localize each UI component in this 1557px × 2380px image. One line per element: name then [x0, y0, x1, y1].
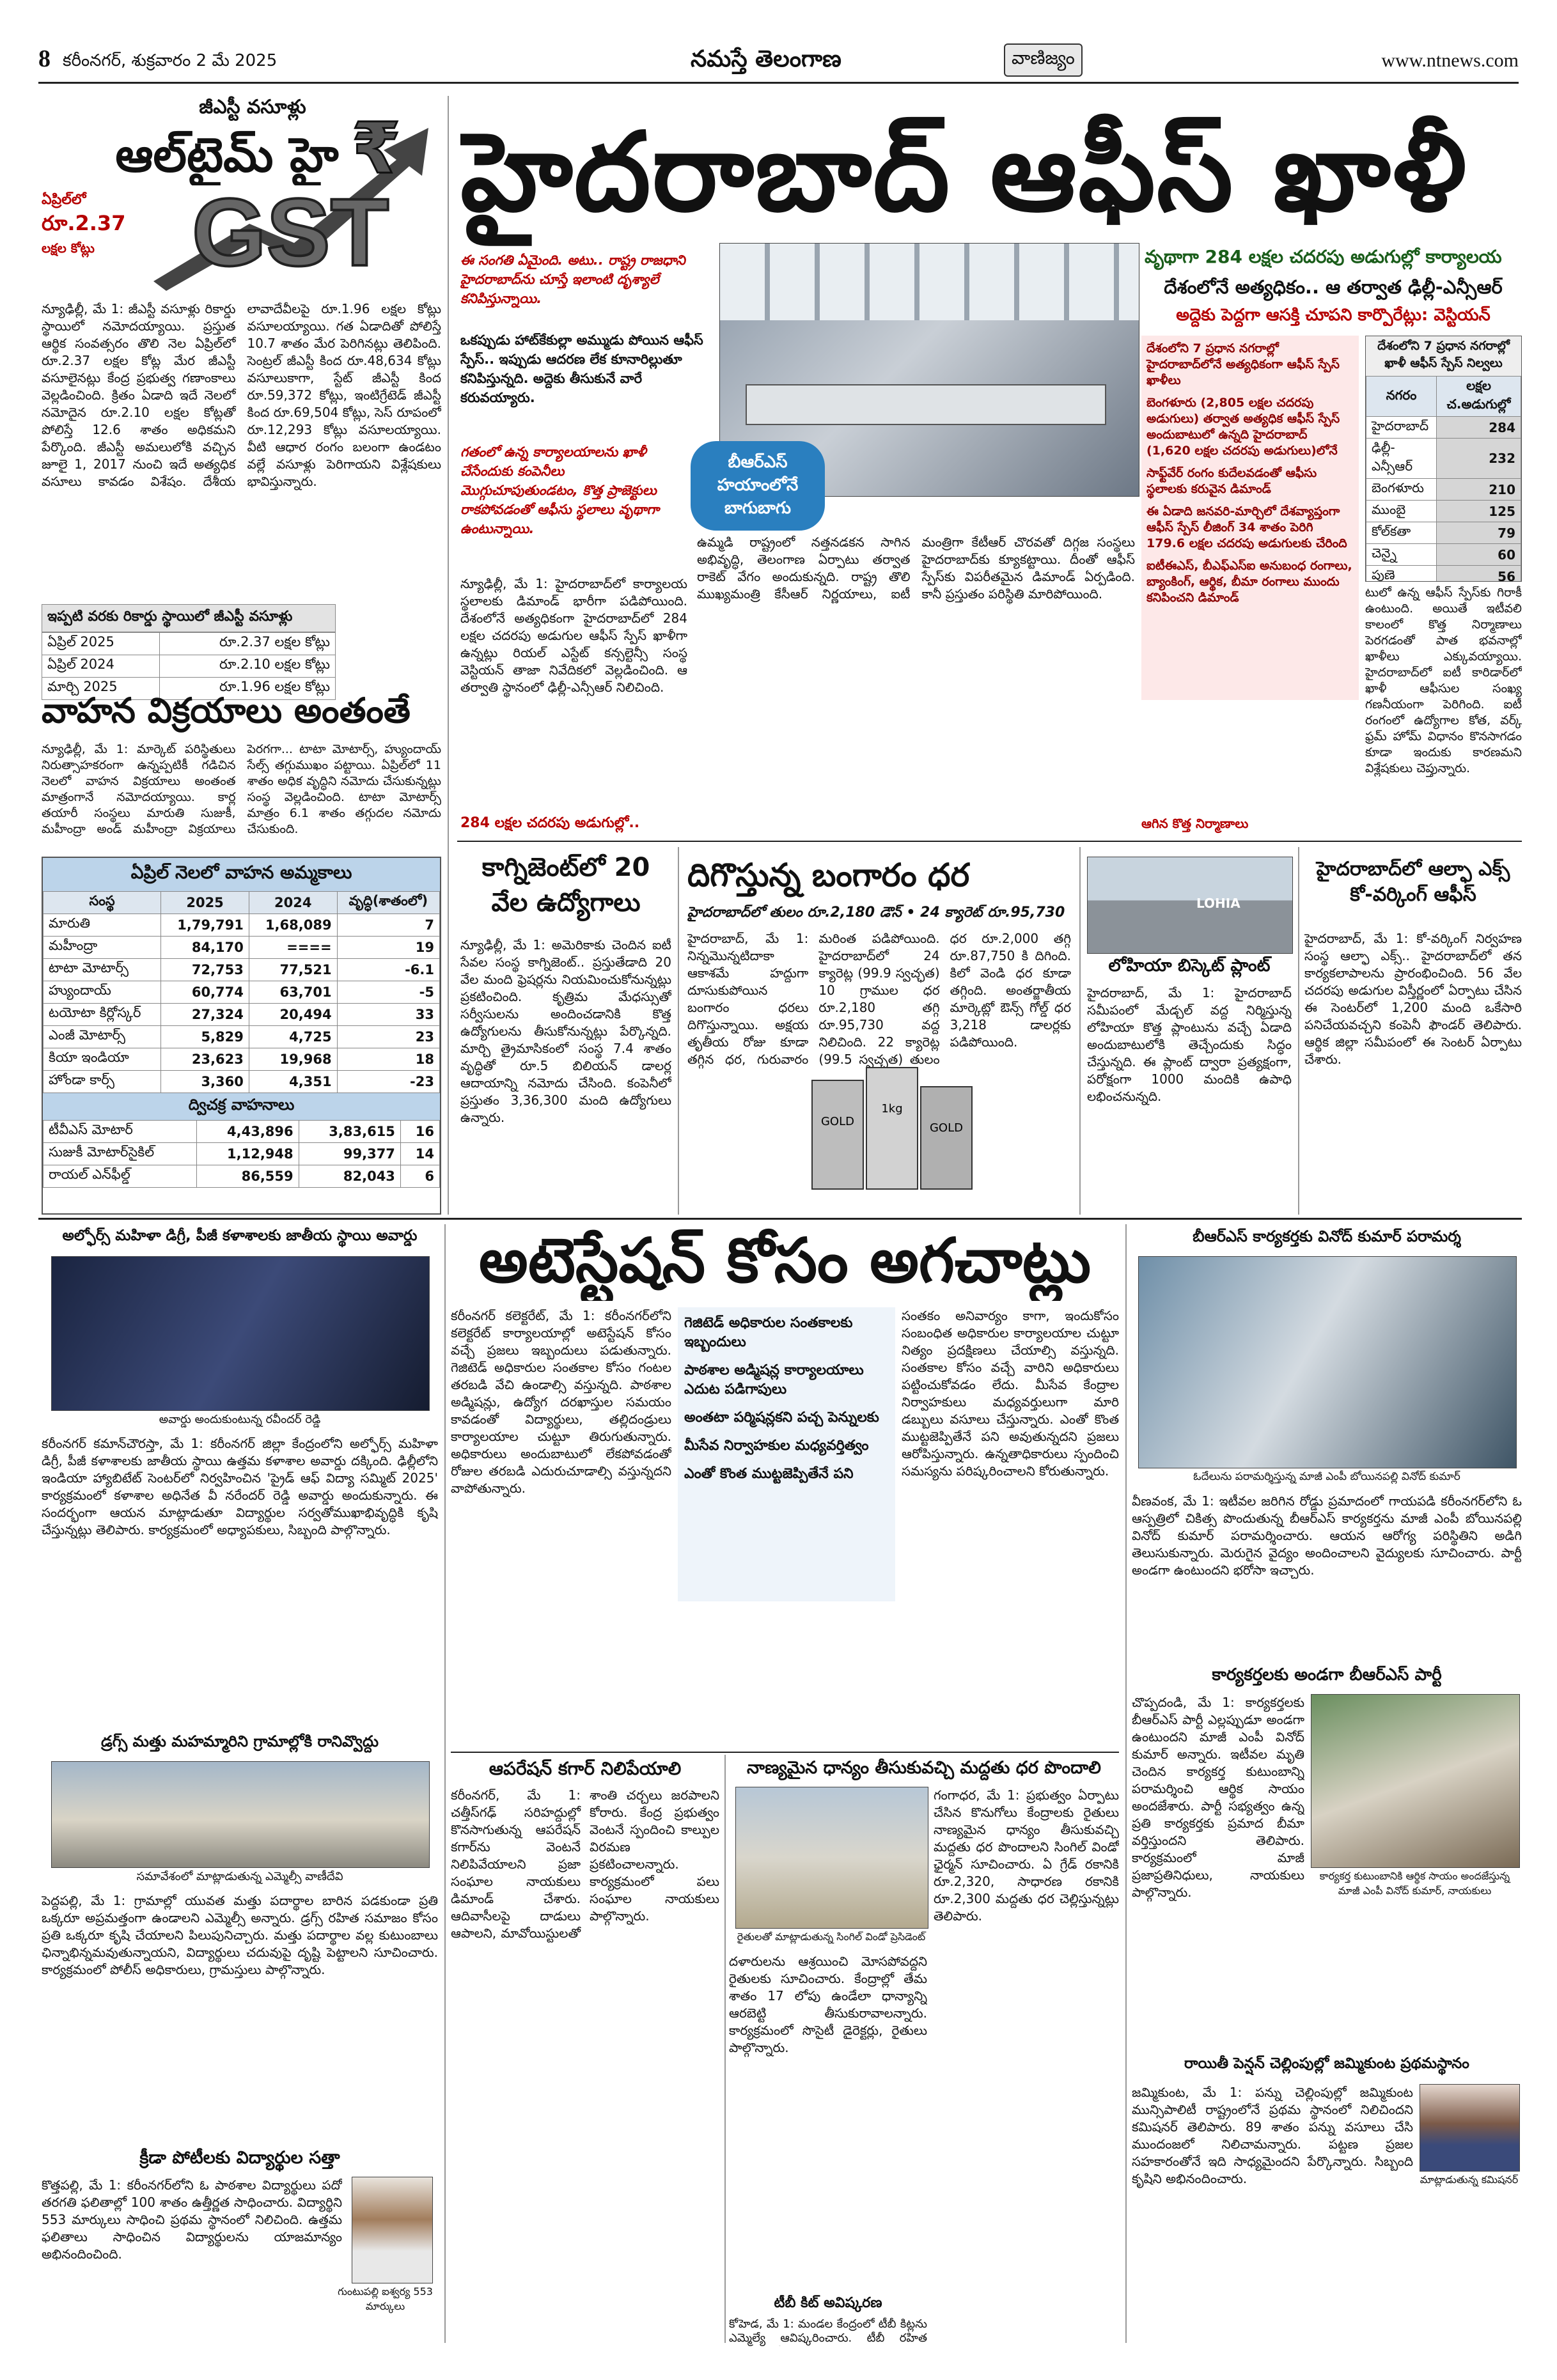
table-row [43, 1165, 440, 1188]
table-row [42, 655, 336, 678]
table-cell: 1,79,791 [161, 914, 249, 937]
gold-bar-label: GOLD [929, 1121, 964, 1135]
award-photo [51, 1256, 430, 1411]
section-rule [38, 1218, 1522, 1220]
hospital-photo [1138, 1256, 1517, 1468]
table-cell: 33 [337, 1004, 439, 1026]
bullet-item: గెజిటెడ్ అధికారుల సంతకాలకు ఇబ్బందులు [684, 1315, 853, 1350]
section-rule [451, 1752, 1119, 1753]
table-cell: 60 [1437, 544, 1521, 566]
table-cell: 79 [1437, 522, 1521, 544]
table-row [43, 1026, 440, 1048]
table-cell: 3,360 [161, 1071, 249, 1093]
drugs-body: పెద్దపల్లి, మే 1: గ్రామాల్లో యువత మత్తు పదార్థాల బారిన పడకుండా ప్రతి ఒక్కరూ అప్రమత్తంగా ఉండాలని ఎమ్మెల్సీ అన్నారు. డ్రగ్స్ రహిత సమాజం కోసం ప్రతి ఒక్కరూ కృషి చేయాలని పిలుపునిచ్చారు. మత్తు పదార్థాల వల్ల కుటుంబాలు ఛిన్నాభిన్నమవుతున్నాయని, విద్యార్థులు చదువుపై దృష్టి పెట్టాలని సూచించారు. కార్యక్రమంలో పోలీస్ అధికారులు, గ్రామస్తులు పాల్గొన్నారు. [42, 1893, 438, 1977]
commissioner-photo [1420, 2084, 1520, 2172]
table-cell: 86,559 [197, 1165, 299, 1188]
table-cell: 60,774 [161, 981, 249, 1004]
vehicles-table-title: ఏప్రిల్ నెలలో వాహన అమ్మకాలు [43, 858, 440, 891]
karyakarta-caption: కార్యకర్త కుటుంబానికి ఆర్థిక సాయం అందజేస్తున్న మాజీ ఎంపీ వినోద్ కుమార్, నాయకులు [1319, 1870, 1510, 1897]
operation-headline: ఆపరేషన్ కగార్ నిలిపేయాలి [489, 1758, 682, 1779]
gst-headline: ఆల్‌టైమ్ హై [115, 128, 339, 183]
gold-bars-graphic [806, 1055, 978, 1195]
table-header-row [43, 892, 440, 914]
table-header-cell: లక్షల చ.అడుగుల్లో [1437, 377, 1521, 417]
cognizant-body: న్యూఢిల్లీ, మే 1: అమెరికాకు చెందిన ఐటీ సేవల సంస్థ కాగ్నిజెంట్.. ప్రస్తుతేడాది 20 వేల మంది ఫ్రెషర్లను నియమించుకోనున్నట్లు ప్రకటించింది. కృత్రిమ మేధస్సుతో సర్వీసులను అందించడానికి కొత్త ఉద్యోగులను తీసుకోనున్నట్లు పేర్కొన్నది. మార్చి త్రైమాసికంలో సంస్థ 7.4 శాతం వృద్ధితో రూ.5 బిలియన్ డాలర్ల ఆదాయాన్ని నమోదు చేసింది. కంపెనీలో ప్రస్తుతం 3,36,300 మంది ఉద్యోగులు ఉన్నారు. [460, 937, 671, 1125]
table-cell: 4,725 [249, 1026, 337, 1048]
table-row [1366, 479, 1521, 501]
gold-rates: హైదరాబాద్‌లో తులం రూ.2,180 డౌన్ • 24 క్యారెట్ రూ.95,730 [687, 905, 1065, 921]
hyderabad-subhead-1: దేశంలోనే అత్యధికం.. ఆ తర్వాత ఢిల్లీ-ఎన్సీఆర్ [1164, 276, 1503, 298]
bullet-item: ఎంతో కొంత ముట్టజెప్పితేనే పని [684, 1466, 854, 1482]
table-row [1366, 417, 1521, 439]
gst-side-label-2: లక్షల కోట్లు [42, 240, 95, 256]
table-cell: రాయల్ ఎన్‌ఫీల్డ్ [43, 1165, 197, 1188]
gst-body: న్యూఢిల్లీ, మే 1: జీఎస్టీ వసూళ్లు రికార్డు స్థాయిలో నమోదయ్యాయి. ప్రస్తుత ఆర్థిక సంవత్సరం తొలి నెల ఏప్రిల్‌లో రూ.2.37 లక్షల కోట్ల మేర జీఎస్టీ వసూలైనట్లు కేంద్ర ప్రభుత్వ గణాంకాలు వెల్లడించింది. క్రితం ఏడాది ఇదే నెలలో నమోదైన రూ.2.10 లక్షల కోట్లతో పోలిస్తే 12.6 శాతం అధికమని పేర్కొంది. జీఎస్టీ అమలులోకి వచ్చిన జూలై 1, 2017 నుంచి ఇదే అత్యధిక వసూలు కావడం విశేషం. దేశీయ లావాదేవీలపై రూ.1.96 లక్షల కోట్లు వసూలయ్యాయి. గత ఏడాదితో పోలిస్తే 10.7 శాతం మేర పెరిగినట్లు తెలిపింది. సెంట్రల్ జీఎస్టీ కింద రూ.48,634 కోట్లు వసూలుకాగా, స్టేట్ జీఎస్టీ కింద రూ.59,372 కోట్లు, ఇంటిగ్రేటెడ్ జీఎస్టీ కింద రూ.69,504 కోట్లు, సెస్ రూపంలో రూ.12,293 కోట్లు వసూలయ్యాయి. వీటి ఆధార రంగం బలంగా ఉండటం వల్లే వసూళ్లు పెరిగాయని విశ్లేషకులు భావిస్తున్నారు. [42, 301, 441, 489]
attestation-bullets [678, 1307, 895, 1601]
gst-table-title: ఇప్పటి వరకు రికార్డు స్థాయిలో జీఎస్టీ వసూళ్లు [42, 604, 336, 632]
table-cell: 99,377 [299, 1143, 400, 1165]
table-cell: 125 [1437, 501, 1521, 522]
table-cell: 16 [400, 1121, 439, 1143]
bullet-item: బెంగళూరు (2,805 లక్షల చదరపు అడుగులు) తర్వాత అత్యధిక ఆఫీస్ స్పేస్ అందుబాటులో ఉన్నది హైదరాబాద్ (1,620 లక్షల చదరపు అడుగులు)లోనే [1146, 396, 1340, 458]
office-vacancy-table [1365, 336, 1522, 582]
hyderabad-body-4: ఆగిన కొత్త నిర్మాణాలు [1141, 816, 1249, 831]
column-divider [1125, 1224, 1127, 2343]
table-cell: 77,521 [249, 959, 337, 981]
dateline: కరీంనగర్, శుక్రవారం 2 మే 2025 [63, 51, 278, 70]
table-header-cell: నగరం [1366, 377, 1437, 417]
grain-photo [735, 1787, 928, 1929]
table-cell: -6.1 [337, 959, 439, 981]
table-cell: మారుతి [43, 914, 161, 937]
drugs-photo [51, 1761, 430, 1868]
table-cell: 63,701 [249, 981, 337, 1004]
table-row [1366, 566, 1521, 582]
table-cell: టయోటా కిర్లోస్కర్ [43, 1004, 161, 1026]
brs-visit-caption: ఓదేలును పరామర్శిస్తున్న మాజీ ఎంపీ బోయినపల్లి వినోద్ కుమార్ [1193, 1470, 1460, 1483]
table-header-cell: 2025 [161, 892, 249, 914]
office-desks [746, 384, 1106, 425]
bullet-item: దేశంలోని 7 ప్రధాన నగరాల్లో హైదరాబాద్‌లోనే అత్యధికంగా ఆఫీస్ స్పేస్ ఖాళీలు [1146, 341, 1340, 387]
table-cell: సుజుకీ మోటార్‌సైకిల్ [43, 1143, 197, 1165]
table-row [43, 914, 440, 937]
table-cell: -23 [337, 1071, 439, 1093]
section-tag: వాణిజ్యం [1004, 43, 1083, 77]
column-divider [448, 96, 449, 1215]
table-cell: 23 [337, 1026, 439, 1048]
hyderabad-caption-2: ఒకప్పుడు హాట్‌కేకుల్లా అమ్ముడు పోయిన ఆఫీస్ స్పేస్.. ఇప్పుడు ఆదరణ లేక కూనారిల్లుతూ కనిపిస్తున్నది. అద్దెకు తీసుకునే వారే కరువయ్యారు. [460, 332, 703, 405]
two-wheeler-title: ద్విచక్ర వాహనాలు [43, 1093, 440, 1120]
operation-body: కరీంనగర్, మే 1: చత్తీస్‌గఢ్ సరిహద్దుల్లో కొనసాగుతున్న ఆపరేషన్ కగార్‌ను వెంటనే నిలిపివేయాలని ప్రజా సంఘాల నాయకులు డిమాండ్ చేశారు. ఆదివాసీలపై దాడులు ఆపాలని, మావోయిస్టులతో శాంతి చర్చలు జరపాలని కోరారు. కేంద్ర ప్రభుత్వం వెంటనే స్పందించి కాల్పుల విరమణ ప్రకటించాలన్నారు. కార్యక్రమంలో పలు సంఘాల నాయకులు పాల్గొన్నారు. [451, 1787, 719, 1941]
grain-body-1: గంగాధర, మే 1: ప్రభుత్వం ఏర్పాటు చేసిన కొనుగోలు కేంద్రాలకు రైతులు నాణ్యమైన ధాన్యం తీసుకువచ్చి మద్దతు ధర పొందాలని సింగిల్ విండో ఛైర్మన్ సూచించారు. ఏ గ్రేడ్ రకానికి రూ.2,320, సాధారణ రకానికి రూ.2,300 మద్దతు ధర చెల్లిస్తున్నట్లు తెలిపారు. [934, 1787, 1119, 1924]
table-cell: కోల్‌కతా [1366, 522, 1437, 544]
brs-visit-headline: బీఆర్ఎస్ కార్యకర్తకు వినోద్ కుమార్ పరామర్శ [1193, 1227, 1461, 1245]
grain-body-2: దళారులను ఆశ్రయించి మోసపోవద్దని రైతులకు సూచించారు. కేంద్రాల్లో తేమ శాతం 17 లోపు ఉండేలా ధాన్యాన్ని ఆరబెట్టి తీసుకురావాలన్నారు. కార్యక్రమంలో సొసైటీ డైరెక్టర్లు, రైతులు పాల్గొన్నారు. [729, 1954, 927, 2055]
table-row [1366, 522, 1521, 544]
hyderabad-caption-3: గతంలో ఉన్న కార్యాలయాలను ఖాళీ చేసేందుకు కంపెనీలు మొగ్గుచూపుతుండటం, కొత్త ప్రాజెక్టులు రాకపోవడంతో ఆఫీసు స్థలాలు వృథాగా ఉంటున్నాయి. [460, 444, 659, 536]
table-cell: 82,043 [299, 1165, 400, 1188]
table-cell: 6 [400, 1165, 439, 1188]
alfa-headline: హైదరాబాద్‌లో ఆల్ఫా ఎక్స్ కో-వర్కింగ్ ఆఫీస్ [1316, 858, 1510, 906]
bullet-item: మీసేవ నిర్వాహకుల మధ్యవర్తిత్వం [684, 1438, 869, 1454]
table-cell: రూ.2.37 లక్షల కోట్లు [159, 633, 335, 655]
table-cell: ఢిల్లీ-ఎన్సీఆర్ [1366, 439, 1437, 479]
table-row [43, 981, 440, 1004]
gst-arrow-graphic [147, 102, 441, 294]
table-row [1366, 544, 1521, 566]
award-caption: అవార్డు అందుకుంటున్న రవీందర్ రెడ్డి [159, 1413, 321, 1426]
table-cell: ఏప్రిల్ 2025 [42, 633, 160, 655]
lohia-body: హైదరాబాద్, మే 1: హైదరాబాద్ సమీపంలో మేడ్చల్ వద్ద నిర్మిస్తున్న లోహియా కొత్త ప్లాంటును వచ్చే ఏడాది అందుబాటులోకి తెచ్చేందుకు సిద్ధం చేస్తున్నది. ఈ ప్లాంట్ ద్వారా ప్రత్యక్షంగా, పరోక్షంగా 1000 మందికి ఉపాధి లభించనున్నది. [1087, 985, 1292, 1104]
bullet-item: పాఠశాల అడ్మిషన్ల కార్యాలయాలు ఎదుట పడిగాపులు [684, 1362, 864, 1397]
two-wheeler-table [43, 1120, 440, 1188]
table-row [43, 937, 440, 959]
drugs-caption: సమావేశంలో మాట్లాడుతున్న ఎమ్మెల్సీ వాణీదేవి [136, 1870, 343, 1883]
attestation-body-1: కరీంనగర్ కలెక్టరేట్, మే 1: కరీంనగర్‌లోని కలెక్టరేట్ కార్యాలయాల్లో అటెస్టేషన్ కోసం వచ్చే ప్రజలు ఇబ్బందులు పడుతున్నారు. గెజిటెడ్ అధికారుల సంతకాల కోసం గంటల తరబడి వేచి ఉండాల్సి వస్తున్నది. పాఠశాల అడ్మిషన్లు, ఉద్యోగ దరఖాస్తుల సమయం కావడంతో విద్యార్థులు, తల్లిదండ్రులు కార్యాలయాల చుట్టూ తిరుగుతున్నారు. అధికారులు అందుబాటులో లేకపోవడంతో రోజుల తరబడి ఎదురుచూడాల్సి వస్తున్నదని వాపోతున్నారు. [451, 1308, 671, 1496]
table-cell: టీవీఎస్ మోటార్ [43, 1121, 197, 1143]
column-divider [724, 1755, 726, 2343]
gst-side-label-1: ఏప్రిల్‌లో [42, 192, 86, 208]
table-row [1366, 501, 1521, 522]
gold-bars-photo [806, 1055, 978, 1195]
table-row [42, 633, 336, 655]
table-cell: ఎంజీ మోటార్స్ [43, 1026, 161, 1048]
masthead [38, 40, 1519, 84]
lohia-sign: LOHIA [1196, 896, 1240, 911]
paper-name: నమస్తే తెలంగాణ [691, 46, 841, 72]
table-cell: 4,351 [249, 1071, 337, 1093]
table-row [43, 1004, 440, 1026]
brs-visit-body: వీణవంక, మే 1: ఇటీవల జరిగిన రోడ్డు ప్రమాదంలో గాయపడి కరీంనగర్‌లోని ఓ ఆస్పత్రిలో చికిత్స పొందుతున్న బీఆర్ఎస్ కార్యకర్తను మాజీ ఎంపీ బోయినపల్లి వినోద్ కుమార్ పరామర్శించారు. ఆయన ఆరోగ్య పరిస్థితిని అడిగి తెలుసుకున్నారు. మెరుగైన వైద్యం అందించాలని వైద్యులకు సూచించారు. పార్టీ అండగా ఉంటుందని భరోసా ఇచ్చారు. [1132, 1493, 1522, 1578]
column-divider [1079, 847, 1081, 1215]
rupee-icon: ₹ [352, 107, 401, 189]
table-cell: 7 [337, 914, 439, 937]
grain-caption: రైతులతో మాట్లాడుతున్న సింగిల్ విండో ప్రెసిడెంట్ [737, 1931, 926, 1943]
table-cell: 284 [1437, 417, 1521, 439]
award-body: కరీంనగర్ కమాన్‌చౌరస్తా, మే 1: కరీంనగర్ జిల్లా కేంద్రంలోని అల్ఫోర్స్ మహిళా డిగ్రీ, పీజీ కళాశాలకు జాతీయ స్థాయి ఉత్తమ కళాశాల అవార్డు దక్కింది. ఢిల్లీలోని ఇండియా హ్యాబిటేట్ సెంటర్‌లో నిర్వహించిన 'ప్రైడ్ ఆఫ్ విద్యా సమ్మిట్ 2025' కార్యక్రమంలో కళాశాల అధినేత వీ నరేందర్ రెడ్డి అవార్డు అందుకున్నారు. ఈ సందర్భంగా ఆయన మాట్లాడుతూ విద్యార్థుల సర్వతోముఖాభివృద్ధికి కృషి చేస్తున్నట్లు తెలిపారు. కార్యక్రమంలో అధ్యాపకులు, సిబ్బంది పాల్గొన్నారు. [42, 1436, 438, 1537]
karyakarta-headline: కార్యకర్తలకు అండగా బీఆర్ఎస్ పార్టీ [1212, 1665, 1442, 1684]
table-cell: హోండా కార్స్ [43, 1071, 161, 1093]
table-header-cell: వృద్ధి(శాతంలో) [337, 892, 439, 914]
table-cell: ముంబై [1366, 501, 1437, 522]
masthead-rule [38, 82, 1519, 84]
table-header-cell: సంస్థ [43, 892, 161, 914]
table-row [43, 1121, 440, 1143]
attestation-body-2: సంతకం అనివార్యం కాగా, ఇందుకోసం సంబంధిత అధికారుల కార్యాలయాల చుట్టూ నిత్యం ప్రదక్షిణలు చేయాల్సి వస్తున్నది. సంతకాల కోసం వచ్చే వారిని అధికారులు పట్టించుకోవడం లేదు. మీసేవ కేంద్రాల నిర్వాహకులు మధ్యవర్తులుగా మారి డబ్బులు వసూలు చేస్తున్నారు. ఎంతో కొంత ముట్టజెప్పితేనే పని అవుతున్నదని ప్రజలు ఆరోపిస్తున్నారు. ఉన్నతాధికారులు స్పందించి సమస్యను పరిష్కరించాలని కోరుతున్నారు. [902, 1308, 1119, 1479]
table-cell: 1,68,089 [249, 914, 337, 937]
table-cell: 23,623 [161, 1048, 249, 1071]
hyderabad-body-1: న్యూఢిల్లీ, మే 1: హైదరాబాద్‌లో కార్యాలయ స్థలాలకు డిమాండ్ భారీగా పడిపోయింది. దేశంలోనే అత్యధికంగా హైదరాబాద్‌లో 284 లక్షల చదరపు అడుగుల ఆఫీస్ స్పేస్ ఖాళీగా ఉన్నట్లు రియల్ ఎస్టేట్ కన్సల్టెన్సీ సంస్థ వెస్టియన్ తాజా నివేదికలో వెల్లడించింది. ఆ తర్వాతి స్థానంలో ఢిల్లీ-ఎన్సీఆర్ నిలిచింది. [460, 576, 687, 695]
table-cell: హ్యుందాయ్ [43, 981, 161, 1004]
table-row [43, 1071, 440, 1093]
sports-body: కొత్తపల్లి, మే 1: కరీంనగర్‌లోని ఓ పాఠశాల విద్యార్థులు పదో తరగతి ఫలితాల్లో 100 శాతం ఉత్తీర్ణత సాధించారు. విద్యార్థిని 553 మార్కులు సాధించి ప్రథమ స్థానంలో నిలిచింది. ఉత్తమ ఫలితాలు సాధించిన విద్యార్థులను యాజమాన్యం అభినందించింది. [42, 2177, 342, 2262]
photo-badge: బీఆర్ఎస్ హయాంలోనే బాగుబాగు [691, 441, 825, 531]
table-cell: ==== [249, 937, 337, 959]
table-row [43, 1048, 440, 1071]
cognizant-headline: కాగ్నిజెంట్‌లో 20 వేల ఉద్యోగాలు [481, 853, 650, 917]
table-cell: 5,829 [161, 1026, 249, 1048]
table-header-cell: 2024 [249, 892, 337, 914]
office-table-title: దేశంలోని 7 ప్రధాన నగరాల్లో ఖాళీ ఆఫీస్ స్పేస్ నిల్వలు [1366, 336, 1521, 376]
gst-side-label [42, 192, 144, 259]
tb-headline: టీబీ కిట్ అవిష్కరణ [774, 2295, 882, 2311]
table-cell: 20,494 [249, 1004, 337, 1026]
hyderabad-body-3: టులో ఉన్న ఆఫీస్ స్పేస్‌కు గిరాకీ ఉంటుంది. అయితే ఇటీవలి కాలంలో కొత్త నిర్మాణాలు పెరగడంతో పాత భవనాల్లో ఖాళీలు ఎక్కువయ్యాయి. హైదరాబాద్‌లో ఐటీ కారిడార్‌లో ఖాళీ ఆఫీసుల సంఖ్య గణనీయంగా పెరిగింది. ఐటీ రంగంలో ఉద్యోగాల కోత, వర్క్ ఫ్రమ్ హోమ్ విధానం కొనసాగడం కూడా ఇందుకు కారణమని విశ్లేషకులు చెప్తున్నారు. [1365, 586, 1522, 775]
gold-headline: దిగొస్తున్న బంగారం ధర [687, 857, 970, 894]
table-cell: -5 [337, 981, 439, 1004]
column-divider [1298, 847, 1299, 1215]
section-rule [457, 841, 1522, 842]
ranking-caption: మాట్లాడుతున్న కమిషనర్ [1420, 2174, 1519, 2186]
table-row [43, 1143, 440, 1165]
attestation-headline: అటెస్టేషన్ కోసం అగచాట్లు [478, 1225, 1091, 1296]
bullet-item: అంతటా పర్మిషన్లకని పచ్చ పెన్నులకు [684, 1410, 879, 1426]
tb-body: కోహెడ, మే 1: మండల కేంద్రంలో టీబీ కిట్లను ఎమ్మెల్యే ఆవిష్కరించారు. టీబీ రహిత [729, 2317, 927, 2345]
hyderabad-headline: హైదరాబాద్ ఆఫీస్ ఖాళీ [460, 109, 1468, 236]
student-photo [352, 2177, 433, 2283]
table-cell: ఏప్రిల్ 2024 [42, 655, 160, 678]
gold-bar-label: 1kg [881, 1102, 903, 1116]
table-cell: 19,968 [249, 1048, 337, 1071]
table-cell: చెన్నై [1366, 544, 1437, 566]
hyderabad-caption-1: ఈ సంగతి ఏమైంది. అటు.. రాష్ట్ర రాజధాని హైదరాబాద్‌ను చూస్తే ఇలాంటి దృశ్యాలే కనిపిస్తున్నాయి. [460, 253, 685, 306]
table-cell: 27,324 [161, 1004, 249, 1026]
table-cell: 84,170 [161, 937, 249, 959]
table-cell: హైదరాబాద్ [1366, 417, 1437, 439]
karyakarta-photo [1311, 1694, 1520, 1868]
sports-headline: క్రీడా పోటీలకు విద్యార్థుల సత్తా [139, 2148, 340, 2168]
bullet-item: ఐటీఈఎస్, బీఎఫ్ఎస్ఐ అనుబంధ రంగాలు, బ్యాంకింగ్, ఆర్థిక, బీమా రంగాలు ముందు కనిపించని డిమాండ్ [1146, 559, 1352, 605]
drugs-headline: డ్రగ్స్ మత్తు మహమ్మారిని గ్రామాల్లోకి రానివ్వొద్దు [100, 1732, 379, 1750]
vehicles-table [42, 857, 441, 1215]
lohia-headline: లోహియా బిస్కెట్ ప్లాంట్ [1108, 956, 1271, 976]
website: www.ntnews.com [1381, 50, 1519, 71]
column-divider [678, 847, 679, 1215]
gst-kicker: జీఎస్టీ వసూళ్లు [199, 96, 306, 118]
table-cell: 19 [337, 937, 439, 959]
bullet-item: సాఫ్ట్‌వేర్ రంగం కుదేలవడంతో ఆఫీసు స్థలాలకు కరువైన డిమాండ్ [1146, 466, 1317, 496]
table-cell: 56 [1437, 566, 1521, 582]
table-cell: బెంగళూరు [1366, 479, 1437, 501]
table-cell: పుణె [1366, 566, 1437, 582]
ranking-headline: రాయితీ పెన్షన్ చెల్లింపుల్లో జమ్మికుంట ప్రథమస్థానం [1184, 2055, 1469, 2072]
column-divider [444, 1224, 446, 2343]
table-cell: 72,753 [161, 959, 249, 981]
table-cell: 232 [1437, 439, 1521, 479]
gst-side-amount: రూ.2.37 [42, 211, 126, 235]
table-cell: 14 [400, 1143, 439, 1165]
grain-headline: నాణ్యమైన ధాన్యం తీసుకువచ్చి మద్దతు ధర పొందాలి [747, 1758, 1101, 1778]
hyderabad-strap: వృథాగా 284 లక్షల చదరపు అడుగుల్లో కార్యాలయ [1145, 246, 1502, 267]
vehicles-sales-table [43, 891, 440, 1093]
vehicles-body: న్యూఢిల్లీ, మే 1: మార్కెట్ పరిస్థితులు నిరుత్సాహకరంగా ఉన్నప్పటికీ గడిచిన నెలలో వాహన విక్రయాలు అంతంత మాత్రంగానే నమోదయ్యాయి. కార్ల తయారీ సంస్థలు మారుతి సుజుకీ, మహీంద్రా అండ్ మహీంద్రా విక్రయాలు పెరగగా... టాటా మోటార్స్, హ్యుందాయ్ సేల్స్ తగ్గుముఖం పట్టాయి. ఏప్రిల్‌లో 11 శాతం అధిక వృద్ధిని నమోదు చేసుకున్నట్లు సంస్థ వెల్లడించింది. టాటా మోటార్స్ మాత్రం 6.1 శాతం తగ్గుదల నమోదు చేసుకుంది. [42, 742, 441, 836]
table-cell: 18 [337, 1048, 439, 1071]
vehicles-headline-visible: వాహన విక్రయాలు అంతంతే [42, 690, 411, 731]
table-header-row [1366, 377, 1521, 417]
award-headline: అల్ఫోర్స్ మహిళా డిగ్రీ, పీజీ కళాశాలకు జాతీయ స్థాయి అవార్డు [62, 1227, 418, 1244]
lohia-building-photo [1087, 857, 1293, 954]
hyderabad-body-2: ఉమ్మడి రాష్ట్రంలో నత్తనడకన సాగిన అభివృద్ధి, తెలంగాణ ఏర్పాటు తర్వాత రాకెట్ వేగం అందుకున్నది. రాష్ట్ర తొలి ముఖ్యమంత్రి కేసీఆర్ నిర్ణయాలు, ఐటీ మంత్రిగా కేటీఆర్ చొరవతో దిగ్గజ సంస్థలు హైదరాబాద్‌కు క్యూకట్టాయి. దీంతో ఆఫీస్ స్పేస్‌కు విపరీతమైన డిమాండ్ ఏర్పడింది. కానీ ప్రస్తుతం పరిస్థితి మారిపోయింది. [697, 534, 1135, 602]
karyakarta-body: చొప్పదండి, మే 1: కార్యకర్తలకు బీఆర్ఎస్ పార్టీ ఎల్లప్పుడూ అండగా ఉంటుందని మాజీ ఎంపీ వినోద్ కుమార్ అన్నారు. ఇటీవల మృతి చెందిన కార్యకర్త కుటుంబాన్ని పరామర్శించి ఆర్థిక సాయం అందజేశారు. పార్టీ సభ్యత్వం ఉన్న ప్రతి కార్యకర్తకు ప్రమాద బీమా వర్తిస్తుందని తెలిపారు. కార్యక్రమంలో మాజీ ప్రజాప్రతినిధులు, నాయకులు పాల్గొన్నారు. [1132, 1695, 1304, 1900]
alfa-body: హైదరాబాద్, మే 1: కో-వర్కింగ్ నిర్వహణ సంస్థ ఆల్ఫా ఎక్స్.. హైదరాబాద్‌లో తన కార్యకలాపాలను ప్రారంభించింది. 56 వేల చదరపు అడుగుల విస్తీర్ణంలో ఏర్పాటు చేసిన ఈ సెంటర్‌లో 1,200 మంది ఒకేసారి పనిచేయవచ్చని కంపెనీ ఫౌండర్ తెలిపారు. ఆర్థిక జిల్లా సమీపంలో ఈ సెంటర్ ఏర్పాటు చేశారు. [1304, 931, 1522, 1067]
table-cell: 1,12,948 [197, 1143, 299, 1165]
table-cell: మహీంద్రా [43, 937, 161, 959]
table-row [43, 959, 440, 981]
hyderabad-subhead-3: 284 లక్షల చదరపు అడుగుల్లో.. [460, 815, 640, 831]
hyderabad-subhead-2: అద్దెకు పెద్దగా ఆసక్తి చూపని కార్పొరేట్లు: వెస్టియన్ [1176, 306, 1490, 325]
gold-bar-label: GOLD [820, 1115, 855, 1128]
table-row [1366, 439, 1521, 479]
gst-graphic [147, 102, 441, 294]
gold-body: హైదరాబాద్, మే 1: నిన్నమొన్నటిదాకా ఆకాశమే హద్దుగా దూసుకుపోయిన బంగారం ధరలు దిగొస్తున్నాయి. అక్షయ తృతీయ రోజు కూడా తగ్గిన ధర, గురువారం మరింత పడిపోయింది. హైదరాబాద్‌లో 24 క్యారెట్ల (99.9 స్వచ్ఛత) 10 గ్రాముల ధర రూ.2,180 తగ్గి రూ.95,730 వద్ద నిలిచింది. 22 క్యారెట్ల (99.5 స్వచ్ఛత) తులం ధర రూ.2,000 తగ్గి రూ.87,750 కి దిగింది. కిలో వెండి ధర కూడా తగ్గింది. అంతర్జాతీయ మార్కెట్లో ఔన్స్ గోల్డ్ ధర 3,218 డాలర్లకు పడిపోయింది. [687, 931, 1071, 1067]
table-cell: టాటా మోటార్స్ [43, 959, 161, 981]
sports-caption: గుంటుపల్లి ఐశ్వర్య 553 మార్కులు [338, 2285, 433, 2312]
table-cell: 3,83,615 [299, 1121, 400, 1143]
table-cell: మార్చి 2025 [42, 678, 160, 700]
office-window-band [720, 244, 1139, 320]
gst-graphic-text: GST [192, 178, 389, 286]
table-cell: కియా ఇండియా [43, 1048, 161, 1071]
table-cell: రూ.2.10 లక్షల కోట్లు [159, 655, 335, 678]
bullet-item: ఈ ఏడాది జనవరి-మార్చిలో దేశవ్యాప్తంగా ఆఫీస్ స్పేస్ లీజింగ్ 34 శాతం పెరిగి 179.6 లక్షల చదరపు అడుగులకు చేరింది [1146, 504, 1347, 550]
table-cell: 210 [1437, 479, 1521, 501]
page-number: 8 [38, 45, 51, 72]
table-cell: రూ.1.96 లక్షల కోట్లు [159, 678, 335, 700]
table-cell: 4,43,896 [197, 1121, 299, 1143]
hyderabad-bullets [1141, 336, 1359, 700]
ranking-body: జమ్మికుంట, మే 1: పన్ను చెల్లింపుల్లో జమ్మికుంట మున్సిపాలిటీ రాష్ట్రంలోనే ప్రథమ స్థానంలో నిలిచిందని కమిషనర్ తెలిపారు. 89 శాతం పన్ను వసూలు చేసి ముందంజలో నిలిచామన్నారు. పట్టణ ప్రజల సహకారంతోనే ఇది సాధ్యమైందని పేర్కొన్నారు. సిబ్బంది కృషిని అభినందించారు. [1132, 2085, 1413, 2186]
office-table [1366, 376, 1521, 582]
